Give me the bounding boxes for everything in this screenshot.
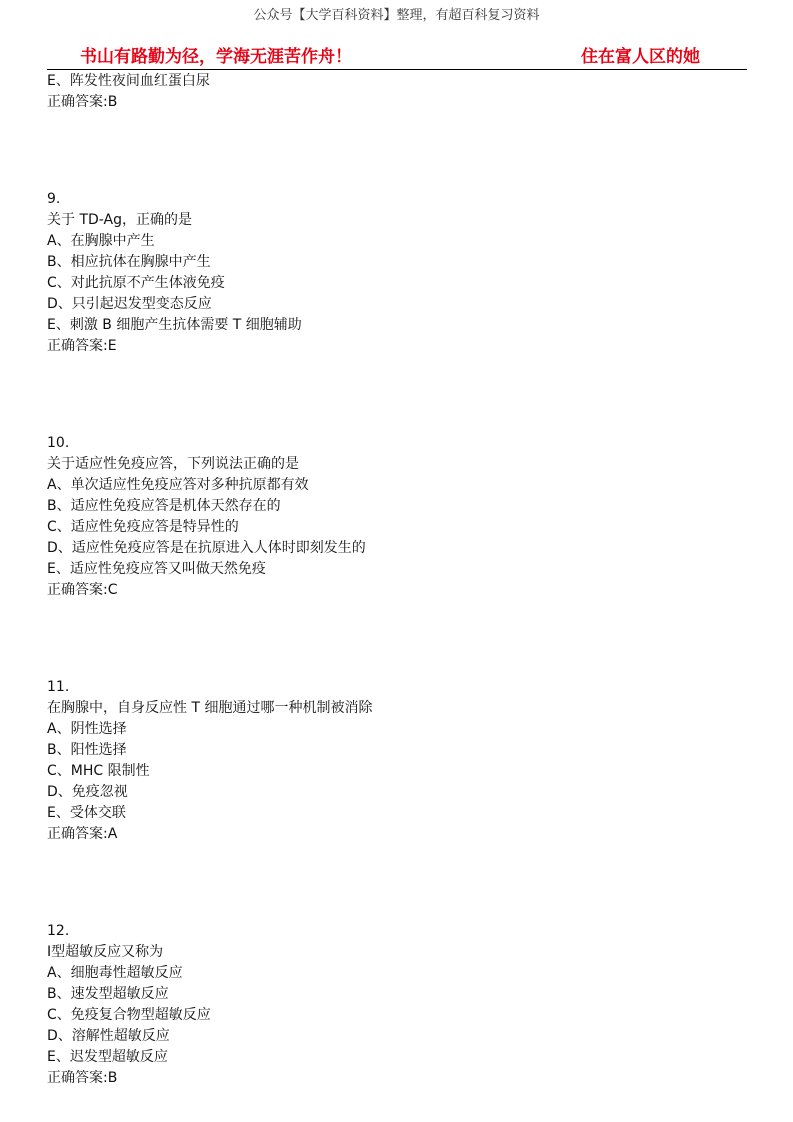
question-11 [47, 677, 747, 845]
question-9 [47, 189, 747, 357]
question-stem: 关于适应性免疫应答，下列说法正确的是 [47, 456, 299, 472]
option-d: D、只引起迟发型变态反应 [47, 296, 212, 312]
question-number: 12. [47, 923, 70, 939]
option-b: B、适应性免疫应答是机体天然存在的 [47, 498, 281, 514]
option-d: D、适应性免疫应答是在抗原进入人体时即刻发生的 [47, 540, 366, 556]
question-list [47, 71, 747, 1089]
option-b: B、相应抗体在胸腺中产生 [47, 254, 211, 270]
question-number: 11. [47, 679, 70, 695]
question-10 [47, 433, 747, 601]
option-a: A、阴性选择 [47, 721, 127, 737]
answer: 正确答案:A [47, 826, 118, 842]
option-a: A、细胞毒性超敏反应 [47, 965, 183, 981]
option-e: E、适应性免疫应答又叫做天然免疫 [47, 561, 266, 577]
question-number: 9. [47, 191, 61, 207]
option-c: C、免疫复合物型超敏反应 [47, 1007, 211, 1023]
question-12 [47, 921, 747, 1089]
option-a: A、在胸腺中产生 [47, 233, 155, 249]
option-e: E、刺激 B 细胞产生抗体需要 T 细胞辅助 [47, 317, 302, 333]
answer: 正确答案:E [47, 338, 117, 354]
option-b: B、阳性选择 [47, 742, 127, 758]
prev-option-e: E、阵发性夜间血红蛋白尿 [47, 73, 210, 89]
option-c: C、对此抗原不产生体液免疫 [47, 275, 225, 291]
option-e: E、迟发型超敏反应 [47, 1049, 168, 1065]
question-stem: Ⅰ型超敏反应又称为 [47, 944, 164, 960]
option-d: D、溶解性超敏反应 [47, 1028, 170, 1044]
option-a: A、单次适应性免疫应答对多种抗原都有效 [47, 477, 309, 493]
option-b: B、速发型超敏反应 [47, 986, 169, 1002]
option-c: C、MHC 限制性 [47, 763, 150, 779]
top-note: 公众号【大学百科资料】整理，有超百科复习资料 [253, 8, 540, 23]
question-stem: 在胸腺中，自身反应性 T 细胞通过哪一种机制被消除 [47, 700, 373, 716]
header-author: 住在富人区的她 [581, 47, 700, 67]
option-d: D、免疫忽视 [47, 784, 128, 800]
question-stem: 关于 TD-Ag，正确的是 [47, 212, 192, 228]
question-number: 10. [47, 435, 70, 451]
answer: 正确答案:C [47, 582, 118, 598]
header-rule [47, 69, 747, 70]
option-e: E、受体交联 [47, 805, 126, 821]
page-header [0, 42, 793, 72]
answer: 正确答案:B [47, 1070, 118, 1086]
header-motto: 书山有路勤为径，学海无涯苦作舟！ [80, 47, 352, 67]
option-c: C、适应性免疫应答是特异性的 [47, 519, 239, 535]
prev-answer: 正确答案:B [47, 94, 118, 110]
